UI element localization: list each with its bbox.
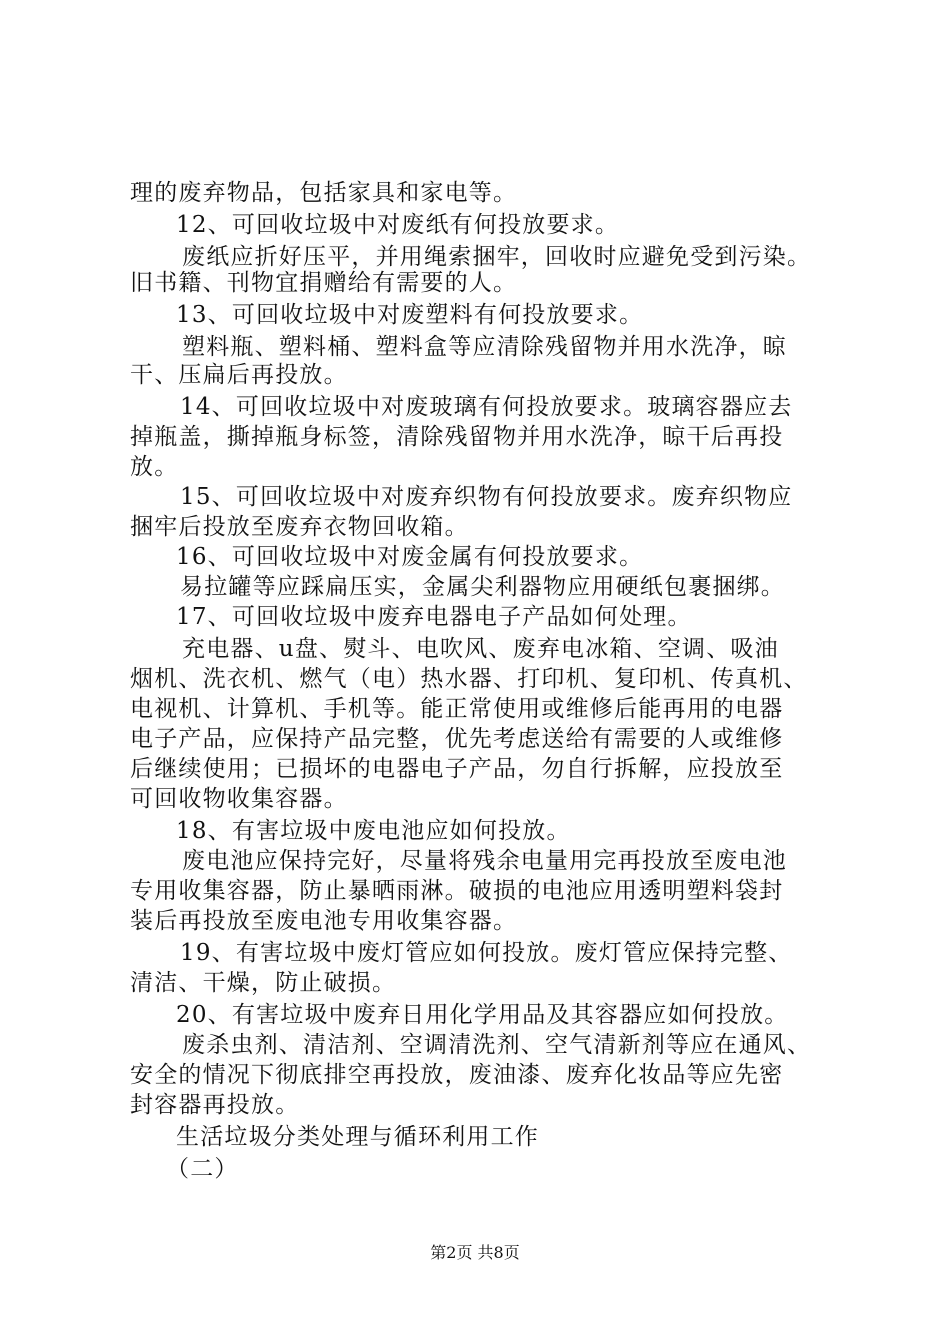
- text-line: 烟机、洗衣机、燃气（电）热水器、打印机、复印机、传真机、: [130, 666, 808, 692]
- text-line: 放。: [130, 454, 179, 480]
- text-line: 19、有害垃圾中废灯管应如何投放。废灯管应保持完整、: [180, 940, 793, 966]
- text-line: 14、可回收垃圾中对废玻璃有何投放要求。玻璃容器应去: [180, 394, 793, 420]
- text-line: 18、有害垃圾中废电池应如何投放。: [176, 818, 571, 844]
- text-line: 废杀虫剂、清洁剂、空调清洗剂、空气清新剂等应在通风、: [182, 1032, 812, 1058]
- text-line: 20、有害垃圾中废弃日用化学用品及其容器应如何投放。: [176, 1002, 789, 1028]
- text-line: 后继续使用；已损坏的电器电子产品，勿自行拆解，应投放至: [130, 756, 784, 782]
- text-line: 废纸应折好压平，并用绳索捆牢，回收时应避免受到污染。: [182, 244, 812, 270]
- text-line: （二）: [166, 1156, 239, 1182]
- text-line: 旧书籍、刊物宜捐赠给有需要的人。: [130, 270, 518, 296]
- text-line: 生活垃圾分类处理与循环利用工作: [176, 1124, 539, 1150]
- text-line: 15、可回收垃圾中对废弃织物有何投放要求。废弃织物应: [180, 484, 793, 510]
- text-line: 16、可回收垃圾中对废金属有何投放要求。: [176, 544, 644, 570]
- text-line: 易拉罐等应踩扁压实，金属尖利器物应用硬纸包裹捆绑。: [180, 574, 785, 600]
- text-line: 捆牢后投放至废弃衣物回收箱。: [130, 514, 469, 540]
- text-line: 充电器、u盘、熨斗、电吹风、废弃电冰箱、空调、吸油: [182, 636, 779, 662]
- text-line: 掉瓶盖，撕掉瓶身标签，清除残留物并用水洗净，晾干后再投: [130, 424, 784, 450]
- text-line: 理的废弃物品，包括家具和家电等。: [130, 180, 518, 206]
- text-line: 封容器再投放。: [130, 1092, 300, 1118]
- page-footer: 第2页 共8页: [430, 1243, 520, 1262]
- text-line: 专用收集容器，防止暴晒雨淋。破损的电池应用透明塑料袋封: [130, 878, 784, 904]
- text-line: 清洁、干燥，防止破损。: [130, 970, 397, 996]
- text-line: 塑料瓶、塑料桶、塑料盒等应清除残留物并用水洗净，晾: [182, 334, 787, 360]
- text-line: 电视机、计算机、手机等。能正常使用或维修后能再用的电器: [130, 696, 784, 722]
- text-line: 干、压扁后再投放。: [130, 362, 348, 388]
- text-line: 电子产品，应保持产品完整，优先考虑送给有需要的人或维修: [130, 726, 784, 752]
- text-line: 安全的情况下彻底排空再投放，废油漆、废弃化妆品等应先密: [130, 1062, 784, 1088]
- text-line: 装后再投放至废电池专用收集容器。: [130, 908, 518, 934]
- text-line: 12、可回收垃圾中对废纸有何投放要求。: [176, 212, 620, 238]
- text-line: 废电池应保持完好，尽量将残余电量用完再投放至废电池: [182, 848, 787, 874]
- text-line: 13、可回收垃圾中对废塑料有何投放要求。: [176, 302, 644, 328]
- text-line: 可回收物收集容器。: [130, 786, 348, 812]
- text-line: 17、可回收垃圾中废弃电器电子产品如何处理。: [176, 604, 692, 630]
